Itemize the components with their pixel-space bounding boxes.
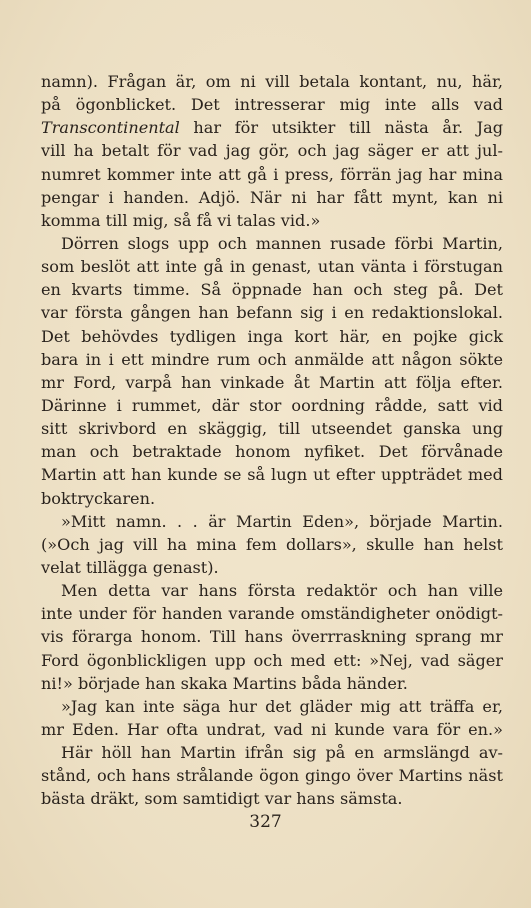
- text-line: (»Och jag vill ha mina fem dollars», skulle han helst: [41, 534, 503, 554]
- text-line: pengar i handen. Adjö. När ni har fått mynt, kan ni: [41, 187, 503, 207]
- text-line: Det behövdes tydligen inga kort här, en pojke gick: [41, 326, 503, 346]
- text-line: Ford ögonblickligen upp och med ett: »Nej, vad säger: [41, 650, 503, 670]
- text-line: ni!» började han skaka Martins båda händer.: [41, 673, 408, 693]
- text-line: »Jag kan inte säga hur det gläder mig att träffa er,: [61, 696, 503, 716]
- text-line: mr Ford, varpå han vinkade åt Martin att följa efter.: [41, 372, 503, 392]
- text-line: bara in i ett mindre rum och anmälde att någon sökte: [41, 349, 503, 369]
- text-line: »Mitt namn. . . är Martin Eden», började Martin.: [61, 511, 503, 531]
- text-line: Transcontinental har för utsikter till nästa år. Jag: [41, 118, 503, 138]
- text-line: vis förarga honom. Till hans överrraskning sprang mr: [41, 627, 503, 647]
- text-line: numret kommer inte att gå i press, förrän jag har mina: [41, 164, 503, 184]
- text-line: Dörren slogs upp och mannen rusade förbi Martin,: [61, 233, 503, 253]
- page-number: 327: [249, 812, 282, 832]
- body-text: [41, 70, 503, 811]
- text-line: en kvarts timme. Så öppnade han och steg på. Det: [41, 280, 503, 300]
- text-line: komma till mig, så få vi talas vid.»: [41, 210, 321, 230]
- text-line: Här höll han Martin ifrån sig på en armslängd av-: [61, 743, 503, 763]
- text-line: på ögonblicket. Det intresserar mig inte alls vad: [41, 95, 503, 115]
- text-line: Martin att han kunde se så lugn ut efter uppträdet med: [41, 465, 503, 485]
- text-line: mr Eden. Har ofta undrat, vad ni kunde vara för en.»: [41, 719, 503, 739]
- text-line: man och betraktade honom nyfiket. Det förvånade: [41, 442, 503, 462]
- text-line: namn). Frågan är, om ni vill betala kontant, nu, här,: [41, 72, 503, 91]
- text-line: boktryckaren.: [41, 488, 156, 508]
- text-line: som beslöt att inte gå in genast, utan vänta i förstugan: [41, 257, 503, 277]
- text-line: sitt skrivbord en skäggig, till utseendet ganska ung: [41, 419, 503, 439]
- text-line: stånd, och hans strålande ögon gingo över Martins näst: [41, 766, 503, 786]
- text-line: vill ha betalt för vad jag gör, och jag säger er att jul-: [41, 141, 503, 161]
- text-line: var första gången han befann sig i en redaktionslokal.: [41, 303, 503, 323]
- text-line: velat tillägga genast).: [41, 557, 219, 577]
- italic-title: Transcontinental: [41, 118, 180, 138]
- text-line: Därinne i rummet, där stor oordning rådde, satt vid: [41, 395, 503, 415]
- text-line: bästa dräkt, som samtidigt var hans sämsta.: [41, 789, 403, 809]
- text-line: inte under för handen varande omständigheter onödigt-: [41, 604, 503, 624]
- text-line: Men detta var hans första redaktör och han ville: [61, 581, 503, 601]
